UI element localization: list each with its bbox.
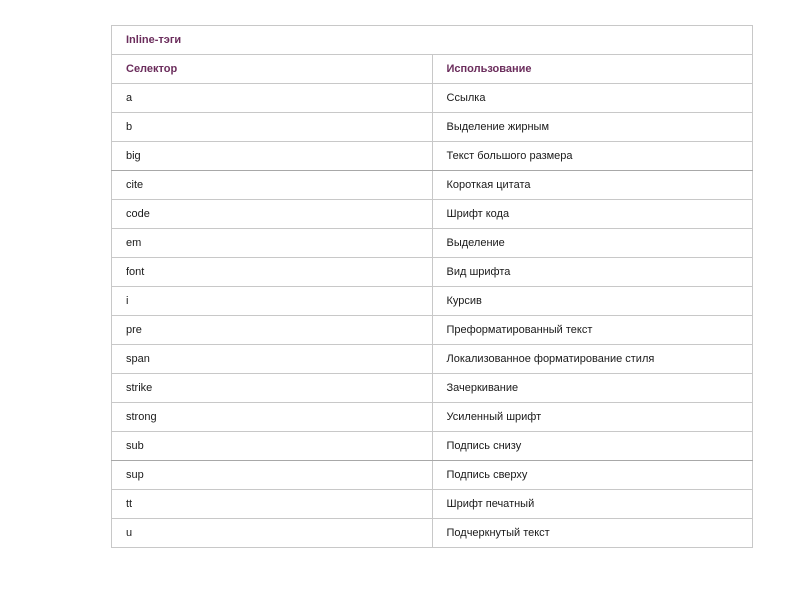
header-selector: Селектор [112, 55, 433, 84]
table-row [112, 519, 753, 548]
row-usage: Преформатированный текст [432, 316, 753, 345]
row-usage: Подпись снизу [432, 432, 753, 461]
row-selector: strong [112, 403, 433, 432]
row-usage: Усиленный шрифт [432, 403, 753, 432]
table-row [112, 374, 753, 403]
table-row [112, 142, 753, 171]
row-selector: code [112, 200, 433, 229]
row-selector: b [112, 113, 433, 142]
row-usage: Короткая цитата [432, 171, 753, 200]
row-usage: Шрифт печатный [432, 490, 753, 519]
table-row [112, 258, 753, 287]
row-selector: sub [112, 432, 433, 461]
table-row [112, 316, 753, 345]
table-row [112, 171, 753, 200]
row-selector: i [112, 287, 433, 316]
row-selector: sup [112, 461, 433, 490]
table-row [112, 403, 753, 432]
table-row [112, 287, 753, 316]
row-selector: a [112, 84, 433, 113]
row-usage: Зачеркивание [432, 374, 753, 403]
row-usage: Локализованное форматирование стиля [432, 345, 753, 374]
table-row [112, 345, 753, 374]
row-selector: u [112, 519, 433, 548]
table-row [112, 113, 753, 142]
row-selector: em [112, 229, 433, 258]
row-usage: Подпись сверху [432, 461, 753, 490]
table-row [112, 461, 753, 490]
row-usage: Подчеркнутый текст [432, 519, 753, 548]
row-selector: span [112, 345, 433, 374]
row-selector: font [112, 258, 433, 287]
row-selector: cite [112, 171, 433, 200]
row-selector: big [112, 142, 433, 171]
table-row [112, 432, 753, 461]
row-selector: tt [112, 490, 433, 519]
table-row [112, 84, 753, 113]
header-row [112, 55, 753, 84]
row-usage: Шрифт кода [432, 200, 753, 229]
row-usage: Ссылка [432, 84, 753, 113]
caption-row [112, 26, 753, 55]
row-selector: pre [112, 316, 433, 345]
table-row [112, 490, 753, 519]
table-row [112, 200, 753, 229]
row-usage: Вид шрифта [432, 258, 753, 287]
inline-tags-table [111, 25, 753, 548]
row-usage: Выделение жирным [432, 113, 753, 142]
row-usage: Курсив [432, 287, 753, 316]
row-selector: strike [112, 374, 433, 403]
row-usage: Текст большого размера [432, 142, 753, 171]
header-usage: Использование [432, 55, 753, 84]
table-caption: Inline-тэги [112, 26, 753, 55]
row-usage: Выделение [432, 229, 753, 258]
table-row [112, 229, 753, 258]
